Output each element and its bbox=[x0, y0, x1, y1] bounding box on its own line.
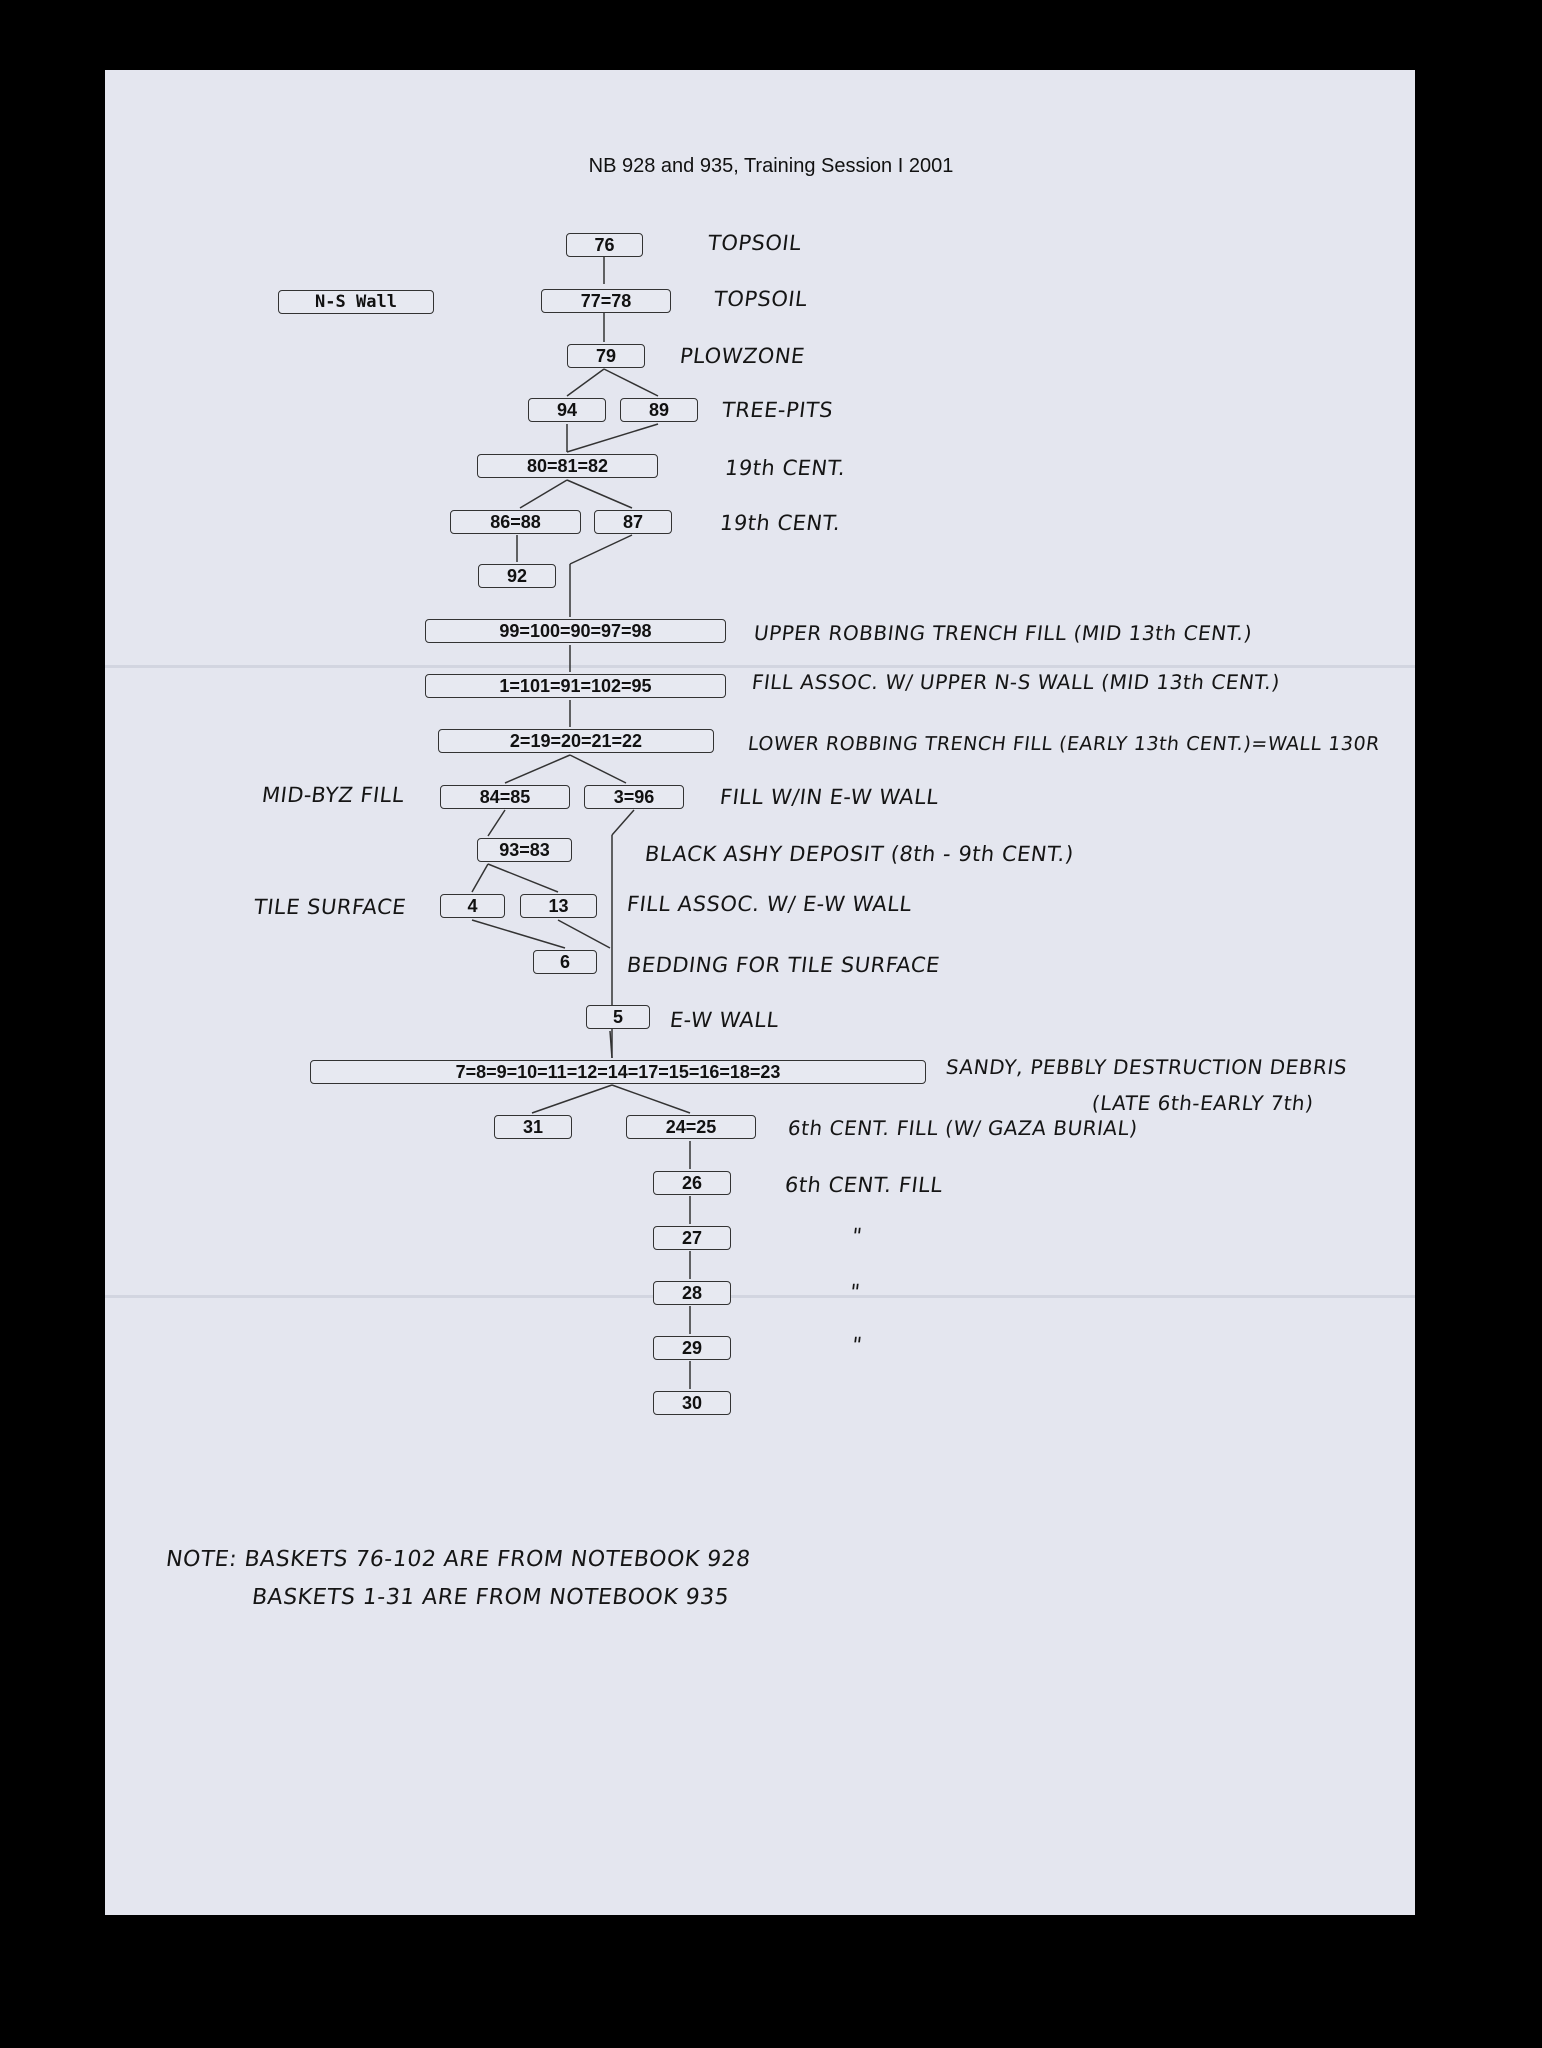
annotation-topsoil: TOPSOIL bbox=[706, 231, 803, 255]
annotation-mid-byz-fill: MID-BYZ FILL bbox=[260, 783, 406, 807]
annotation-ditto-mark: " bbox=[850, 1224, 864, 1248]
annotation-tile-surface: TILE SURFACE bbox=[252, 895, 408, 919]
connector bbox=[472, 920, 565, 948]
annotation-lower-robbing-trench: LOWER ROBBING TRENCH FILL (EARLY 13th CENT.)=WALL 130R bbox=[746, 733, 1382, 755]
annotation-fill-within-ew-wall: FILL W/IN E-W WALL bbox=[718, 785, 941, 809]
connector bbox=[570, 535, 632, 564]
connector bbox=[567, 369, 604, 396]
basket-box-77-78: 77=78 bbox=[541, 289, 671, 313]
basket-box-31: 31 bbox=[494, 1115, 572, 1139]
basket-box-76: 76 bbox=[566, 233, 643, 257]
connector bbox=[488, 864, 558, 892]
connector bbox=[604, 369, 658, 396]
connector bbox=[612, 1085, 690, 1113]
basket-box-28: 28 bbox=[653, 1281, 731, 1305]
diagram-title: NB 928 and 935, Training Session I 2001 bbox=[588, 155, 954, 177]
basket-box-24-25: 24=25 bbox=[626, 1115, 756, 1139]
connector bbox=[472, 864, 488, 892]
note-line-1: NOTE: BASKETS 76-102 ARE FROM NOTEBOOK 928 bbox=[164, 1547, 753, 1572]
annotation-ditto-mark: " bbox=[850, 1333, 864, 1357]
basket-box-13: 13 bbox=[520, 894, 597, 918]
basket-box-93-83: 93=83 bbox=[477, 838, 572, 862]
basket-box-92: 92 bbox=[478, 564, 556, 588]
basket-box-29: 29 bbox=[653, 1336, 731, 1360]
annotation-sandy-pebbly-debris: SANDY, PEBBLY DESTRUCTION DEBRIS bbox=[944, 1055, 1349, 1079]
basket-box-99-98: 99=100=90=97=98 bbox=[425, 619, 726, 643]
connector bbox=[505, 755, 570, 783]
annotation-bedding-tile-surface: BEDDING FOR TILE SURFACE bbox=[625, 953, 942, 977]
basket-box-79: 79 bbox=[567, 344, 645, 368]
annotation-6th-cent-gaza-burial: 6th CENT. FILL (W/ GAZA BURIAL) bbox=[786, 1116, 1140, 1140]
annotation-late-6th-early-7th: (LATE 6th-EARLY 7th) bbox=[1090, 1091, 1316, 1115]
basket-box-86-88: 86=88 bbox=[450, 510, 581, 534]
annotation-6th-cent-fill: 6th CENT. FILL bbox=[783, 1173, 945, 1197]
annotation-topsoil: TOPSOIL bbox=[712, 287, 809, 311]
basket-box-80-82: 80=81=82 bbox=[477, 454, 658, 478]
connector bbox=[567, 480, 632, 508]
annotation-tree-pits: TREE-PITS bbox=[720, 398, 835, 422]
basket-box-84-85: 84=85 bbox=[440, 785, 570, 809]
annotation-fill-upper-ns-wall: FILL ASSOC. W/ UPPER N-S WALL (MID 13th CENT.) bbox=[750, 670, 1282, 694]
basket-box-5: 5 bbox=[586, 1005, 650, 1029]
note-line-2: BASKETS 1-31 ARE FROM NOTEBOOK 935 bbox=[250, 1585, 731, 1610]
annotation-ditto-mark: " bbox=[848, 1280, 862, 1304]
basket-box-7-23: 7=8=9=10=11=12=14=17=15=16=18=23 bbox=[310, 1060, 926, 1084]
annotation-plowzone: PLOWZONE bbox=[678, 344, 807, 368]
basket-box-94: 94 bbox=[528, 398, 606, 422]
basket-box-30: 30 bbox=[653, 1391, 731, 1415]
connector bbox=[612, 810, 634, 835]
basket-box-87: 87 bbox=[594, 510, 672, 534]
annotation-19th-cent: 19th CENT. bbox=[723, 456, 848, 480]
basket-box-27: 27 bbox=[653, 1226, 731, 1250]
annotation-fill-assoc-ew-wall: FILL ASSOC. W/ E-W WALL bbox=[625, 892, 914, 916]
basket-box-4: 4 bbox=[440, 894, 505, 918]
annotation-black-ashy-deposit: BLACK ASHY DEPOSIT (8th - 9th CENT.) bbox=[643, 842, 1076, 866]
basket-box-2-22: 2=19=20=21=22 bbox=[438, 729, 714, 753]
annotation-19th-cent: 19th CENT. bbox=[718, 511, 843, 535]
ns-wall-box: N-S Wall bbox=[278, 290, 434, 314]
connector bbox=[520, 480, 567, 508]
basket-box-1-95: 1=101=91=102=95 bbox=[425, 674, 726, 698]
basket-box-26: 26 bbox=[653, 1171, 731, 1195]
basket-box-3-96: 3=96 bbox=[584, 785, 684, 809]
annotation-ew-wall: E-W WALL bbox=[668, 1008, 781, 1032]
annotation-upper-robbing-trench: UPPER ROBBING TRENCH FILL (MID 13th CENT.) bbox=[752, 621, 1254, 645]
connector bbox=[567, 424, 658, 452]
basket-box-6: 6 bbox=[533, 950, 597, 974]
connector bbox=[558, 920, 610, 948]
basket-box-89: 89 bbox=[620, 398, 698, 422]
connector bbox=[488, 810, 505, 836]
connector bbox=[570, 755, 626, 783]
connector bbox=[532, 1085, 612, 1113]
